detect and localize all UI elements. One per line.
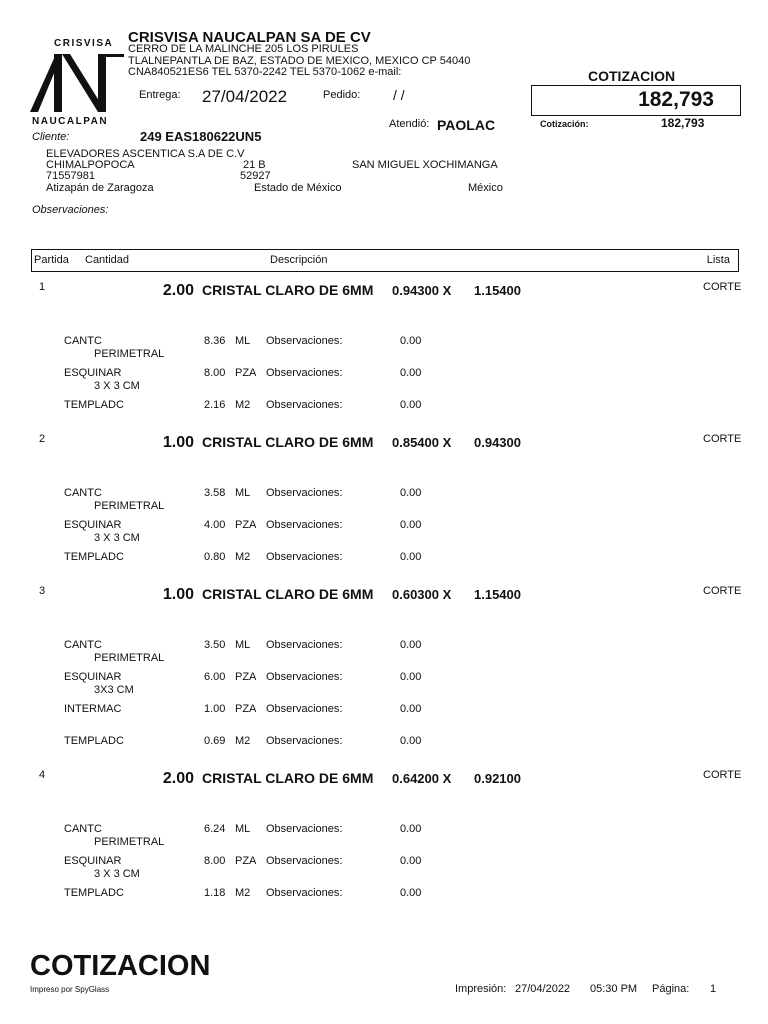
sub-item-value: 0.00 [400,519,422,531]
item-description: CRISTAL CLARO DE 6MM [202,434,374,450]
sub-item-obs-label: Observaciones: [266,335,343,347]
pedido-label: Pedido: [323,89,361,101]
sub-item-name: TEMPLADC [64,735,124,747]
entrega-date: 27/04/2022 [202,87,288,106]
item-quantity: 1.00 [162,586,194,603]
sub-item-unit: PZA [235,703,257,715]
observaciones-label: Observaciones: [32,204,109,216]
col-cantidad: Cantidad [85,254,130,266]
sub-item-unit: ML [235,487,251,499]
sub-item-value: 0.00 [400,551,422,563]
sub-item-unit: PZA [235,367,257,379]
sub-item-obs-label: Observaciones: [266,399,343,411]
item-description: CRISTAL CLARO DE 6MM [202,586,374,602]
sub-item-obs-label: Observaciones: [266,551,343,563]
item-description: CRISTAL CLARO DE 6MM [202,282,374,298]
sub-item-value: 0.00 [400,487,422,499]
entrega-label: Entrega: [139,89,181,101]
logo-top-text: CRISVISA [54,38,114,49]
client-street: CHIMALPOPOCA [46,159,135,171]
item-dimension-width: 0.85400 X [392,435,452,450]
sub-item-unit: PZA [235,855,257,867]
sub-item-quantity: 8.00 [204,855,226,867]
sub-item-value: 0.00 [400,823,422,835]
sub-item-quantity: 4.00 [204,519,226,531]
sub-item-name: ESQUINAR [64,367,122,379]
col-lista: Lista [706,254,730,266]
sub-item-name: ESQUINAR [64,671,122,683]
sub-item-obs-label: Observaciones: [266,703,343,715]
item-number: 4 [39,769,46,781]
atendio-label: Atendió: [389,118,430,130]
sub-item-unit: ML [235,639,251,651]
sub-item-name: CANTC [64,823,102,835]
sub-item-value: 0.00 [400,399,422,411]
page-number: 1 [710,983,717,995]
sub-item-obs-label: Observaciones: [266,671,343,683]
sub-item-unit: M2 [235,551,251,563]
item-dimension-height: 0.92100 [474,771,521,786]
item-quantity: 1.00 [162,434,194,451]
client-city: Atizapán de Zaragoza [46,182,154,194]
item-dimension-height: 1.15400 [474,587,521,602]
sub-item-quantity: 8.36 [204,335,226,347]
sub-item-detail: PERIMETRAL [94,500,165,512]
item-list-type: CORTE [703,433,742,445]
sub-item-unit: M2 [235,887,251,899]
sub-item-unit: PZA [235,671,257,683]
sub-item-name: TEMPLADC [64,399,124,411]
quote-number-box-value: 182,793 [638,88,714,111]
col-descripcion: Descripción [270,254,328,266]
sub-item-name: ESQUINAR [64,519,122,531]
sub-item-obs-label: Observaciones: [266,367,343,379]
sub-item-obs-label: Observaciones: [266,639,343,651]
sub-item-quantity: 1.18 [204,887,226,899]
sub-item-quantity: 1.00 [204,703,226,715]
sub-item-detail: PERIMETRAL [94,652,165,664]
sub-item-quantity: 3.58 [204,487,226,499]
item-list-type: CORTE [703,769,742,781]
cotizacion-value: 182,793 [661,116,705,130]
item-dimension-width: 0.94300 X [392,283,452,298]
item-list-type: CORTE [703,585,742,597]
client-phone: 71557981 [46,170,95,182]
sub-item-detail: 3 X 3 CM [94,868,140,880]
client-country: México [468,182,503,194]
client-name: ELEVADORES ASCENTICA S.A DE C.V [46,148,245,160]
item-description: CRISTAL CLARO DE 6MM [202,770,374,786]
sub-item-obs-label: Observaciones: [266,487,343,499]
item-number: 3 [39,585,46,597]
sub-item-quantity: 3.50 [204,639,226,651]
company-name: CRISVISA NAUCALPAN SA DE CV [128,29,371,46]
sub-item-obs-label: Observaciones: [266,887,343,899]
sub-item-value: 0.00 [400,335,422,347]
item-number: 1 [39,281,46,293]
sub-item-name: CANTC [64,639,102,651]
sub-item-unit: M2 [235,399,251,411]
quote-number-box [531,85,741,116]
print-date: 27/04/2022 [515,983,571,995]
sub-item-quantity: 8.00 [204,367,226,379]
item-list-type: CORTE [703,281,742,293]
sub-item-unit: ML [235,823,251,835]
client-cp: 52927 [240,170,271,182]
atendio-value: PAOLAC [437,117,496,133]
sub-item-unit: PZA [235,519,257,531]
sub-item-obs-label: Observaciones: [266,823,343,835]
sub-item-detail: PERIMETRAL [94,348,165,360]
sub-item-name: INTERMAC [64,703,122,715]
client-label: Cliente: [32,131,70,143]
sub-item-value: 0.00 [400,855,422,867]
sub-item-detail: 3X3 CM [94,684,134,696]
sub-item-quantity: 6.00 [204,671,226,683]
sub-item-value: 0.00 [400,735,422,747]
document-title: COTIZACION [588,68,676,84]
sub-item-quantity: 0.80 [204,551,226,563]
item-number: 2 [39,433,46,445]
sub-item-quantity: 2.16 [204,399,226,411]
sub-item-quantity: 6.24 [204,823,226,835]
item-dimension-height: 0.94300 [474,435,521,450]
sub-item-obs-label: Observaciones: [266,519,343,531]
print-label: Impresión: [455,983,507,995]
sub-item-value: 0.00 [400,367,422,379]
company-logo [30,50,124,119]
sub-item-value: 0.00 [400,887,422,899]
page-label: Página: [652,983,690,995]
sub-item-unit: M2 [235,735,251,747]
item-quantity: 2.00 [162,770,194,787]
company-address-line3: CNA840521ES6 TEL 5370-2242 TEL 5370-1062 e-mail: [128,66,402,78]
sub-item-obs-label: Observaciones: [266,855,343,867]
sub-item-value: 0.00 [400,671,422,683]
sub-item-quantity: 0.69 [204,735,226,747]
printed-by: Impreso por SpyGlass [30,985,110,994]
sub-item-name: TEMPLADC [64,551,124,563]
client-state: Estado de México [254,182,342,194]
cotizacion-label: Cotización: [540,119,589,129]
client-colonia: SAN MIGUEL XOCHIMANGA [352,159,498,171]
pedido-value: / / [393,87,405,103]
table-header [31,249,739,272]
print-time: 05:30 PM [590,983,638,995]
sub-item-name: ESQUINAR [64,855,122,867]
item-quantity: 2.00 [162,282,194,299]
logo-bottom-text: NAUCALPAN [32,116,109,127]
sub-item-value: 0.00 [400,703,422,715]
sub-item-detail: 3 X 3 CM [94,532,140,544]
sub-item-detail: PERIMETRAL [94,836,165,848]
footer-title: COTIZACION [30,950,211,982]
company-address-line1: CERRO DE LA MALINCHE 205 LOS PIRULES [128,43,359,55]
item-dimension-width: 0.64200 X [392,771,452,786]
sub-item-detail: 3 X 3 CM [94,380,140,392]
sub-item-name: CANTC [64,487,102,499]
client-code: 249 EAS180622UN5 [140,129,262,144]
client-number: 21 B [243,159,266,171]
company-address-line2: TLALNEPANTLA DE BAZ, ESTADO DE MEXICO, MEXICO CP 54040 [128,55,471,67]
sub-item-name: CANTC [64,335,102,347]
item-dimension-height: 1.15400 [474,283,521,298]
col-partida: Partida [34,254,69,266]
sub-item-name: TEMPLADC [64,887,124,899]
sub-item-value: 0.00 [400,639,422,651]
item-dimension-width: 0.60300 X [392,587,452,602]
sub-item-unit: ML [235,335,251,347]
sub-item-obs-label: Observaciones: [266,735,343,747]
